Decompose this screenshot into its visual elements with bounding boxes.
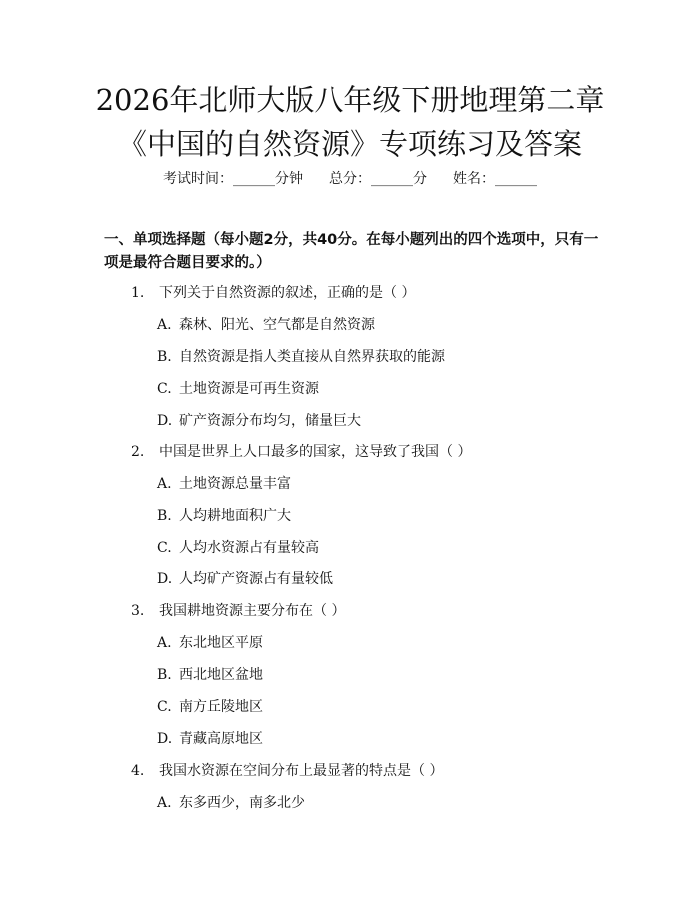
option-text: 青藏高原地区: [179, 731, 263, 747]
question-1: [131, 282, 415, 302]
question-4: [131, 760, 443, 780]
option-letter: B.: [157, 667, 172, 683]
question-3-option-c: [157, 696, 263, 716]
question-2: [131, 441, 471, 461]
question-number: 1.: [131, 285, 145, 301]
option-letter: B.: [157, 508, 172, 524]
option-text: 人均水资源占有量较高: [179, 540, 319, 556]
question-3: [131, 600, 345, 620]
option-text: 东北地区平原: [179, 635, 263, 651]
question-number: 2.: [131, 444, 145, 460]
option-text: 西北地区盆地: [179, 667, 263, 683]
question-stem: 我国水资源在空间分布上最显著的特点是（ ）: [159, 763, 444, 779]
question-stem: 下列关于自然资源的叙述，正确的是（ ）: [159, 285, 416, 301]
option-text: 南方丘陵地区: [179, 699, 263, 715]
option-letter: B.: [157, 349, 172, 365]
option-text: 人均耕地面积广大: [179, 508, 291, 524]
total-score-field: 总分：______分: [329, 171, 427, 187]
exam-time-field: 考试时间：______分钟: [163, 171, 303, 187]
option-letter: C.: [157, 381, 172, 397]
section-heading: 一、单项选择题（每小题2分，共40分。在每小题列出的四个选项中，只有一项是最符合题目要求的。）: [104, 232, 599, 271]
option-letter: D.: [157, 571, 173, 587]
option-text: 森林、阳光、空气都是自然资源: [179, 317, 375, 333]
question-number: 3.: [131, 603, 145, 619]
question-2-option-c: [157, 537, 319, 557]
question-stem: 中国是世界上人口最多的国家，这导致了我国（ ）: [159, 444, 472, 460]
student-name-field: 姓名：______: [453, 171, 537, 187]
option-letter: A.: [157, 635, 172, 651]
option-letter: A.: [157, 476, 172, 492]
option-letter: D.: [157, 413, 173, 429]
exam-info-row: [0, 168, 700, 188]
option-text: 土地资源总量丰富: [179, 476, 291, 492]
question-3-option-b: [157, 664, 263, 684]
question-number: 4.: [131, 763, 145, 779]
option-text: 矿产资源分布均匀，储量巨大: [179, 413, 361, 429]
option-text: 土地资源是可再生资源: [179, 381, 319, 397]
question-2-option-d: [157, 568, 333, 588]
option-letter: A.: [157, 317, 172, 333]
question-1-option-a: [157, 314, 375, 334]
option-text: 自然资源是指人类直接从自然界获取的能源: [179, 349, 445, 365]
document-title: 2026年北师大版八年级下册地理第二章《中国的自然资源》专项练习及答案: [95, 83, 605, 161]
option-letter: C.: [157, 699, 172, 715]
option-letter: A.: [157, 795, 172, 811]
question-3-option-d: [157, 728, 263, 748]
question-2-option-b: [157, 505, 291, 525]
question-1-option-c: [157, 378, 319, 398]
question-4-option-a: [157, 792, 305, 812]
option-text: 人均矿产资源占有量较低: [179, 571, 333, 587]
question-2-option-a: [157, 473, 291, 493]
question-1-option-d: [157, 410, 361, 430]
question-3-option-a: [157, 632, 263, 652]
question-1-option-b: [157, 346, 445, 366]
option-letter: D.: [157, 731, 173, 747]
option-letter: C.: [157, 540, 172, 556]
option-text: 东多西少，南多北少: [179, 795, 305, 811]
question-stem: 我国耕地资源主要分布在（ ）: [159, 603, 346, 619]
